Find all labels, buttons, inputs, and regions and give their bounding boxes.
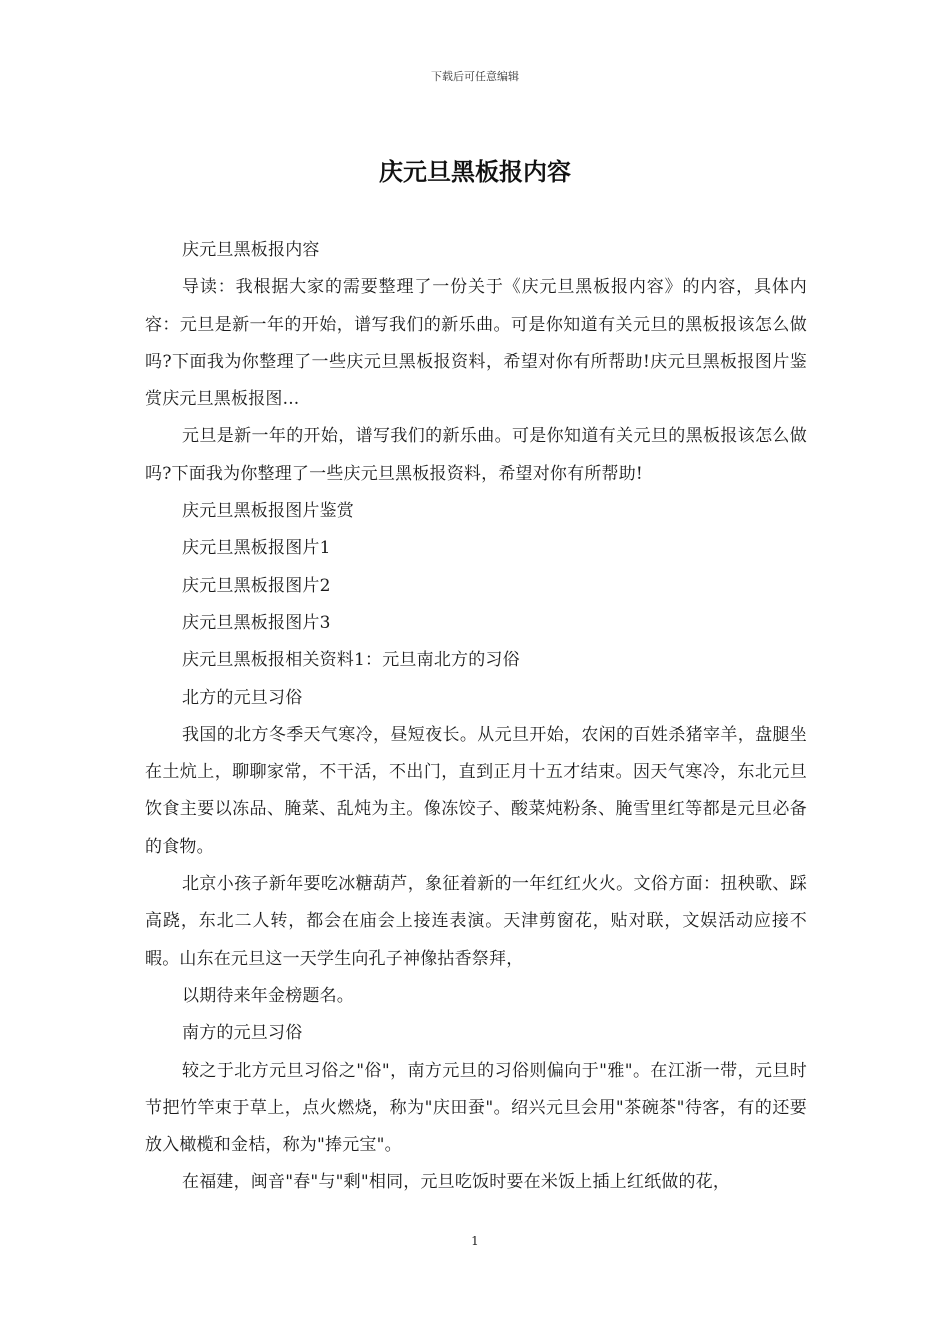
paragraph-summary: 元旦是新一年的开始，谱写我们的新乐曲。可是你知道有关元旦的黑板报该怎么做吗?下面我为你整理了一些庆元旦黑板报资料，希望对你有所帮助! bbox=[145, 426, 807, 484]
paragraph-north-2: 北京小孩子新年要吃冰糖葫芦，象征着新的一年红红火火。文俗方面：扭秧歌、踩高跷，东北二人转，都会在庙会上接连表演。天津剪窗花，贴对联，文娱活动应接不暇。山东在元旦这一天学生向孔子神像拈香祭拜， bbox=[145, 874, 807, 969]
heading-south-customs: 南方的元旦习俗 bbox=[182, 1023, 303, 1044]
paragraph-north-3: 以期待来年金榜题名。 bbox=[182, 985, 354, 1006]
header-note: 下载后可任意编辑 bbox=[431, 70, 519, 83]
document-title: 庆元旦黑板报内容 bbox=[379, 157, 571, 186]
paragraph-south-2: 在福建，闽音"春"与"剩"相同，元旦吃饭时要在米饭上插上红纸做的花， bbox=[182, 1172, 731, 1193]
gallery-item-3: 庆元旦黑板报图片3 bbox=[182, 612, 331, 633]
heading-related-material: 庆元旦黑板报相关资料1：元旦南北方的习俗 bbox=[182, 650, 520, 671]
heading-north-customs: 北方的元旦习俗 bbox=[182, 687, 303, 708]
paragraph-south-1: 较之于北方元旦习俗之"俗"，南方元旦的习俗则偏向于"雅"。在江浙一带，元旦时节把竹竿束于草上，点火燃烧，称为"庆田蚕"。绍兴元旦会用"茶碗茶"待客，有的还要放入橄榄和金桔，称为"捧元宝"。 bbox=[145, 1060, 807, 1156]
paragraph-north-1: 我国的北方冬季天气寒冷，昼短夜长。从元旦开始，农闲的百姓杀猪宰羊，盘腿坐在土炕上，聊聊家常，不干活，不出门，直到正月十五才结束。因天气寒冷，东北元旦饮食主要以冻品、腌菜、乱炖为主。像冻饺子、酸菜炖粉条、腌雪里红等都是元旦必备的食物。 bbox=[145, 724, 807, 857]
document-body bbox=[145, 232, 807, 1202]
paragraph-subtitle: 庆元旦黑板报内容 bbox=[182, 240, 320, 260]
heading-gallery: 庆元旦黑板报图片鉴赏 bbox=[182, 501, 354, 522]
gallery-item-2: 庆元旦黑板报图片2 bbox=[182, 575, 331, 596]
gallery-item-1: 庆元旦黑板报图片1 bbox=[182, 538, 331, 559]
page-number: 1 bbox=[471, 1234, 479, 1248]
paragraph-intro: 导读：我根据大家的需要整理了一份关于《庆元旦黑板报内容》的内容，具体内容：元旦是新一年的开始，谱写我们的新乐曲。可是你知道有关元旦的黑板报该怎么做吗?下面我为你整理了一些庆元旦黑板报资料，希望对你有所帮助!庆元旦黑板报图片鉴赏庆元旦黑板报图... bbox=[145, 277, 807, 410]
